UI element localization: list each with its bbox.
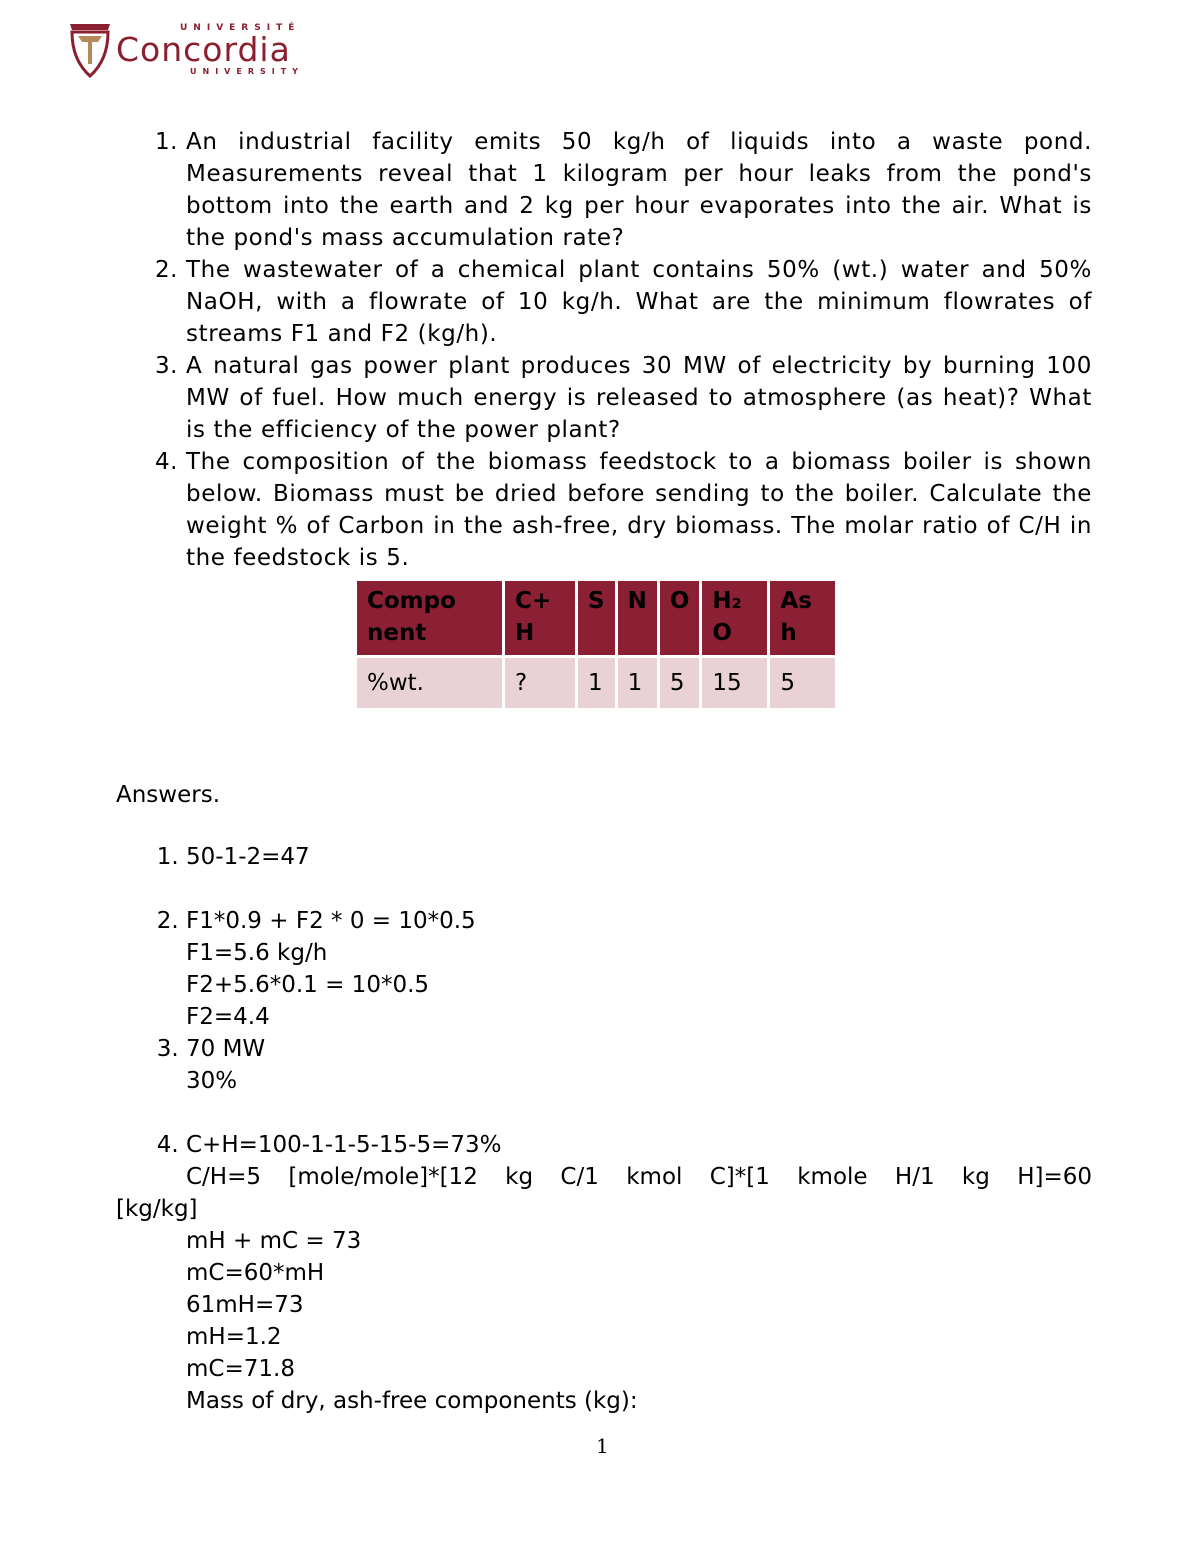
answer-line-wrap: [kg/kg] — [116, 1196, 198, 1222]
answer-line: F2=4.4 — [186, 1004, 270, 1030]
answer-1 — [186, 841, 1092, 873]
logo-bottom-text: UNIVERSITY — [190, 67, 304, 76]
answer-2 — [186, 905, 1092, 1033]
header-component: Compo nent — [357, 581, 502, 655]
cell-ash: 5 — [770, 658, 835, 708]
document-body — [116, 126, 1092, 1417]
table-header-row — [357, 581, 835, 655]
question-2: 2. The wastewater of a chemical plant contains 50% (wt.) water and 50% NaOH, with a flowrate of 10 kg/h. What are the minimum flowrates of streams F1 and F2 (kg/h). — [186, 254, 1092, 350]
header-h2o: H₂ O — [702, 581, 767, 655]
answer-3 — [186, 1033, 1092, 1097]
question-list — [116, 126, 1092, 574]
answer-line: 3. 70 MW — [186, 1036, 266, 1062]
university-logo — [68, 20, 308, 80]
cell-label: %wt. — [357, 658, 502, 708]
table-row — [357, 658, 835, 708]
answer-line: F2+5.6*0.1 = 10*0.5 — [186, 972, 430, 998]
answers-heading: Answers. — [116, 782, 221, 808]
cell-ch: ? — [505, 658, 575, 708]
cell-s: 1 — [578, 658, 615, 708]
answer-line: 4. C+H=100-1-1-5-15-5=73% — [186, 1132, 502, 1158]
answer-line: 2. F1*0.9 + F2 * 0 = 10*0.5 — [186, 908, 476, 934]
header-o: O — [660, 581, 700, 655]
concordia-shield-icon — [68, 20, 112, 78]
answer-line: mH + mC = 73 — [186, 1228, 362, 1254]
logo-wordmark: Concordia — [116, 30, 291, 69]
answer-line: C/H=5 [mole/mole]*[12 kg C/1 kmol C]*[1 kmole H/1 kg H]=60 — [186, 1164, 1092, 1190]
page-number: 1 — [596, 1434, 609, 1458]
answer-line: mC=60*mH — [186, 1260, 325, 1286]
composition-table — [354, 578, 838, 711]
answer-line: 1. 50-1-2=47 — [186, 844, 310, 870]
cell-h2o: 15 — [702, 658, 767, 708]
composition-table-wrap — [354, 578, 1092, 711]
question-3: 3. A natural gas power plant produces 30 MW of electricity by burning 100 MW of fuel. How much energy is released to atmosphere (as heat)? What is the efficiency of the power plant? — [186, 350, 1092, 446]
answer-list — [116, 841, 1092, 1417]
header-ch: C+ H — [505, 581, 575, 655]
answer-line: 30% — [186, 1068, 238, 1094]
question-4: 4. The composition of the biomass feedstock to a biomass boiler is shown below. Biomass must be dried before sending to the boiler. Calculate the weight % of Carbon in the ash-free, dry biomass. The molar ratio of C/H in the feedstock is 5. — [186, 446, 1092, 574]
answer-line: 61mH=73 — [186, 1292, 304, 1318]
header-s: S — [578, 581, 615, 655]
answer-4 — [116, 1129, 1092, 1417]
answer-line: F1=5.6 kg/h — [186, 940, 328, 966]
header-ash: As h — [770, 581, 835, 655]
answer-line: mC=71.8 — [186, 1356, 295, 1382]
logo-top-text: UNIVERSITÉ — [180, 23, 301, 33]
answer-line: mH=1.2 — [186, 1324, 282, 1350]
answer-line: Mass of dry, ash-free components (kg): — [186, 1388, 638, 1414]
cell-n: 1 — [618, 658, 657, 708]
header-n: N — [618, 581, 657, 655]
cell-o: 5 — [660, 658, 700, 708]
question-1: 1. An industrial facility emits 50 kg/h of liquids into a waste pond. Measurements reveal that 1 kilogram per hour leaks from the pond's bottom into the earth and 2 kg per hour evaporates into the air. What is the pond's mass accumulation rate? — [186, 126, 1092, 254]
